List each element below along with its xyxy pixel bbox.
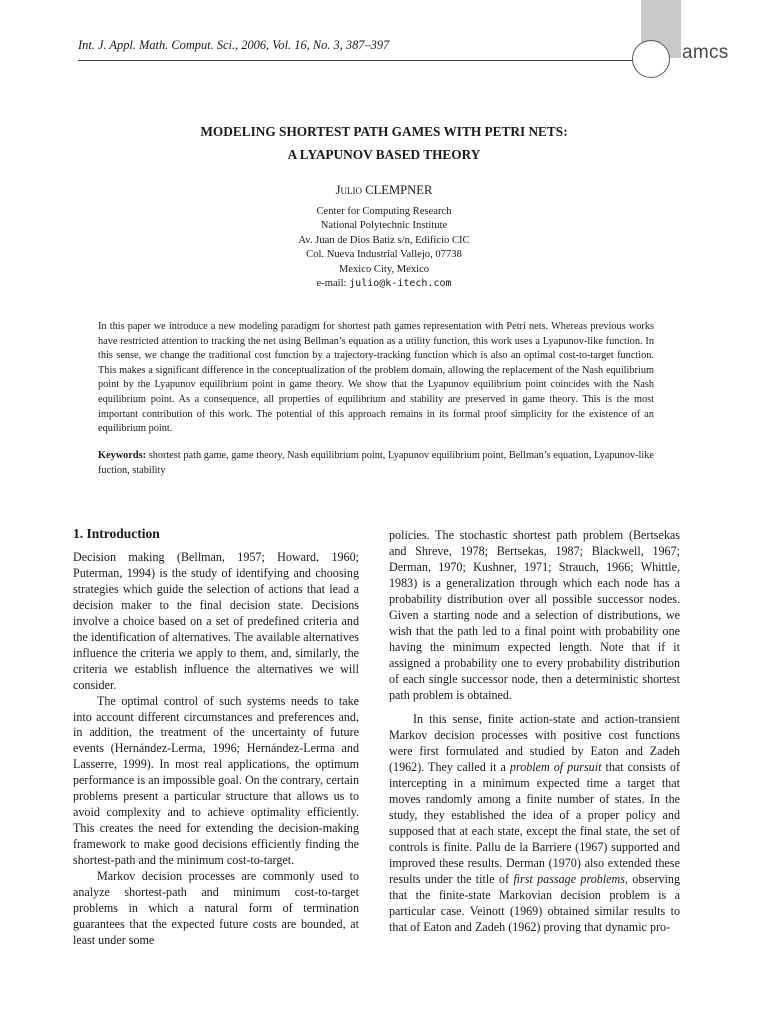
italic-term: problem of pursuit [509,760,602,775]
paragraph-spacer [389,703,680,712]
paragraph: The optimal control of such systems needs to take into account different circumstances and preferences and, in addition, the treatment of the uncertainty of future events (Hernández-Lerma, 1996; Hernández-Lerma and Lasserre, 1999). In most real applications, the optimum performance is an impossible goal. On the contrary, certain problems present a particular structure that allows us to avoid complexity and to achieve optimality efficiently. This creates the need for extending the decision-making framework to make good decisions efficiently finding the shortest-path and the minimum cost-to-target. [73,693,360,868]
email-label: e-mail: [316,278,347,290]
author [0,183,768,198]
affiliation-line: National Polytechnic Institute [320,220,448,232]
paper-title-line2: A LYAPUNOV BASED THEORY [287,147,481,162]
affiliation-line: Mexico City, Mexico [338,263,430,275]
affiliation-line: Av. Juan de Dios Batiz s/n, Edificio CIC [298,234,470,246]
text-run: , observing that the finite-state Markovian decision problem is a particular case. Veinott (1969) obtained similar results to that of Eaton and Zadeh (1962) proving that dynamic pro- [389,872,680,934]
affiliation [0,205,768,291]
header-rule [78,60,638,61]
paragraph: Markov decision processes are commonly used to analyze shortest-path and minimum cost-to-target problems in which a natural form of termination guarantees that the expected future costs are bounded, at least under some [73,869,359,947]
journal-citation: Int. J. Appl. Math. Comput. Sci., 2006, Vol. 16, No. 3, 387–397 [78,38,390,52]
keywords-label: Keywords: [98,450,147,461]
author-last-name: CLEMPNER [365,183,433,197]
right-column [389,528,680,936]
keywords [98,448,654,478]
amcs-logo-circle-icon [632,40,670,78]
email-line [0,277,768,291]
left-column [73,526,359,949]
italic-term: first passage problems [513,872,625,887]
affiliation-line: Center for Computing Research [316,206,452,217]
text-run: In this sense, finite action-state and action-transient Markov decision processes with positive cost functions were first formulated and studied by Eaton and Zadeh (1962). They called it a [389,712,680,775]
abstract: In this paper we introduce a new modeling paradigm for shortest path games representation with Petri nets. Whereas previous works have restricted attention to tracking the net using Bellman’s equation as a utility function, this work uses a Lyapunov-like function. In this sense, we change the traditional cost function by a trajectory-tracking function which is also an optimal cost-to-target function. This makes a significant difference in the conceptualization of the problem domain, allowing the replacement of the Nash equilibrium point by the Lyapunov equilibrium point in game theory. We show that the Lyapunov equilibrium point coincides with the Nash equilibrium point. As a consequence, all properties of equilibrium and stability are preserved in game theory. This is the most important contribution of this work. The potential of this approach remains in its formal proof simplicity for the existence of an equilibrium point. [98,321,654,435]
section-heading-introduction: 1. Introduction [73,526,160,541]
paragraph: Decision making (Bellman, 1957; Howard, 1960; Puterman, 1994) is the study of identifying and choosing strategies which guide the selection of actions that lead a decision maker to the final decision state. Decisions involve a choice based on a set of predefined criteria and the identification of alternatives. The available alternatives influence the criteria we apply to them, and, similarly, the criteria we establish influence the alternatives we will consider. [73,550,359,692]
keywords-text: shortest path game, game theory, Nash equilibrium point, Lyapunov equilibrium point, Bellman’s equation, Lyapunov-like fuction, stability [98,450,654,476]
amcs-logo: amcs [682,42,729,63]
paragraph [389,712,680,935]
author-first-name: Julio [335,183,363,197]
paragraph: policies. The stochastic shortest path problem (Bertsekas and Shreve, 1978; Bertsekas, 1987; Blackwell, 1967; Derman, 1970; Kushner, 1971; Strauch, 1966; Whittle, 1983) is a generalization through which each node has a probability distribution over all possible successor nodes. Given a starting node and a selection of distributions, we wish that the path led to a final point with probability one having the minimum expected length. Note that if it assigned a probability one to every probability distribution of each single successor node, then a deterministic shortest path problem is obtained. [389,528,680,702]
email-address: julio@k-itech.com [349,278,452,290]
paper-title-line1: MODELING SHORTEST PATH GAMES WITH PETRI NETS: [200,124,568,139]
affiliation-line: Col. Nueva Industrial Vallejo, 07738 [306,249,462,261]
text-run: that consists of intercepting in a minimum expected time a target that moves randomly among a finite number of states. In the study, they established the idea of a proper policy and supposed that at each state, except the final state, the set of controls is finite. Pallu de la Barriere (1967) supported and improved these results. Derman (1970) also extended these results under the title of [389,760,680,887]
